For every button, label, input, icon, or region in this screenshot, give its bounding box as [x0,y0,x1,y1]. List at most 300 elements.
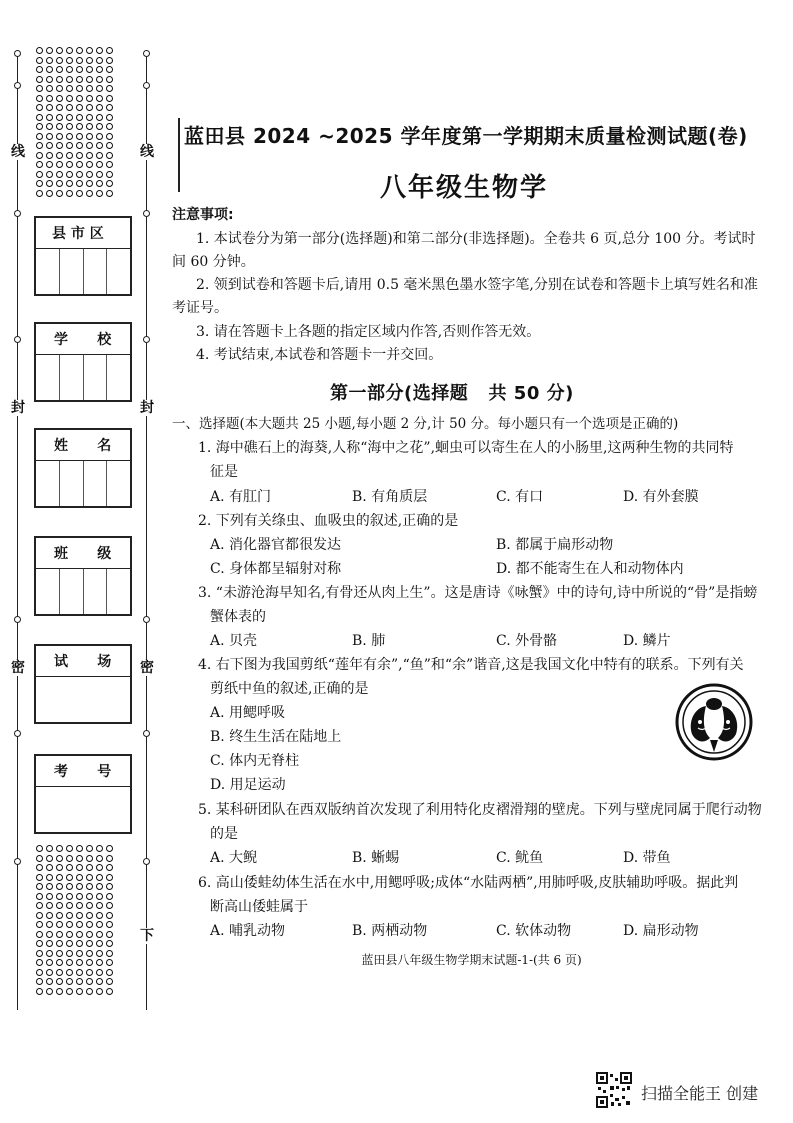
margin-circle [86,912,93,919]
ring-mark [143,730,150,737]
cut-label-secret-left: 密 [11,660,25,676]
cut-label-seal-right: 封 [140,400,154,416]
q5-option-a[interactable]: A. 大鲵 [210,850,258,866]
papercut-fish-image [674,682,754,762]
margin-circle [56,864,63,871]
margin-circle [86,171,93,178]
margin-circle [96,855,103,862]
margin-circle [96,85,103,92]
margin-circle [76,893,83,900]
margin-circle [86,931,93,938]
margin-circle [76,161,83,168]
margin-circle [46,171,53,178]
margin-circle [36,66,43,73]
margin-circle [96,874,103,881]
name-box[interactable] [34,428,132,508]
school-box[interactable] [34,322,132,402]
margin-circle [86,845,93,852]
margin-circle [76,921,83,928]
margin-circle [96,902,103,909]
margin-circle [56,921,63,928]
note-line: 3. 请在答题卡上各题的指定区域内作答,否则作答无效。 [196,324,541,340]
margin-circle [106,969,113,976]
margin-circle [56,874,63,881]
margin-circle [36,85,43,92]
margin-circle [36,902,43,909]
q5-option-c[interactable]: C. 鱿鱼 [496,850,544,866]
margin-circle [56,883,63,890]
margin-circle [86,161,93,168]
margin-circle [106,104,113,111]
margin-circle [46,85,53,92]
ring-mark [143,858,150,865]
q3-option-a[interactable]: A. 贝壳 [210,633,258,649]
margin-circle [96,978,103,985]
q6-option-a[interactable]: A. 哺乳动物 [210,923,286,939]
margin-circle [96,133,103,140]
notes-heading: 注意事项: [172,207,234,223]
county-box[interactable] [34,216,132,296]
margin-circle [96,152,103,159]
margin-circle [36,190,43,197]
margin-circle [36,57,43,64]
margin-circle [36,921,43,928]
margin-circle [56,940,63,947]
margin-circle [66,940,73,947]
q2-option-b[interactable]: B. 都属于扁形动物 [496,537,614,553]
margin-circle [86,902,93,909]
margin-circle [96,845,103,852]
ring-mark [14,336,21,343]
margin-circle [46,988,53,995]
margin-circle [46,940,53,947]
exam-number-box[interactable] [34,754,132,834]
margin-circle [76,152,83,159]
margin-circle [36,104,43,111]
margin-circle [86,883,93,890]
margin-circle [106,152,113,159]
margin-circle [36,864,43,871]
margin-circle [66,180,73,187]
margin-circle [36,76,43,83]
margin-circle [96,883,103,890]
q2-option-d[interactable]: D. 都不能寄生在人和动物体内 [496,561,684,577]
margin-circle [106,133,113,140]
margin-circle [46,47,53,54]
margin-circle [36,855,43,862]
margin-circle [76,104,83,111]
q2-stem: 2. 下列有关绦虫、血吸虫的叙述,正确的是 [198,513,459,529]
margin-circle [36,142,43,149]
margin-circle [96,66,103,73]
margin-circle [106,902,113,909]
margin-circle [106,893,113,900]
margin-circle [96,921,103,928]
ring-mark [14,210,21,217]
margin-circle [76,171,83,178]
margin-circle [86,66,93,73]
margin-circle [66,114,73,121]
margin-circle [106,931,113,938]
margin-circle [56,47,63,54]
margin-circle [46,902,53,909]
ring-mark [14,616,21,623]
left-cut-line [17,50,18,1010]
margin-circle [56,95,63,102]
q6-option-c[interactable]: C. 软体动物 [496,923,572,939]
margin-circle [106,978,113,985]
cut-label-line-right: 线 [140,144,154,160]
margin-circle [76,845,83,852]
q1-option-a[interactable]: A. 有肛门 [210,489,272,505]
q1-stem: 征是 [210,464,238,480]
margin-circle [66,104,73,111]
q4-option-b[interactable]: B. 终生生活在陆地上 [210,729,342,745]
note-line: 考证号。 [172,300,228,316]
bottom-circle-grid [34,844,114,996]
margin-circle [66,864,73,871]
exam-title: 蓝田县 2024 ~2025 学年度第一学期期末质量检测试题(卷) [184,124,748,148]
margin-circle [106,114,113,121]
q6-option-b[interactable]: B. 两栖动物 [352,923,428,939]
margin-circle [66,883,73,890]
page-footer: 蓝田县八年级生物学期末试题-1-(共 6 页) [361,953,582,967]
margin-circle [86,864,93,871]
margin-circle [106,66,113,73]
margin-circle [106,142,113,149]
margin-circle [36,845,43,852]
margin-circle [86,180,93,187]
q4-option-c[interactable]: C. 体内无脊柱 [210,753,300,769]
county-label: 县 市 区 [36,218,130,249]
ring-mark [14,50,21,57]
cut-label-seal-left: 封 [11,400,25,416]
margin-circle [96,988,103,995]
class-label: 班 级 [36,538,130,569]
margin-circle [46,66,53,73]
margin-circle [56,152,63,159]
margin-circle [36,969,43,976]
margin-circle [46,931,53,938]
margin-circle [36,874,43,881]
margin-circle [46,921,53,928]
margin-circle [46,123,53,130]
margin-circle [76,47,83,54]
margin-circle [76,978,83,985]
margin-circle [36,114,43,121]
ring-mark [143,82,150,89]
margin-circle [66,874,73,881]
margin-circle [46,133,53,140]
margin-circle [46,978,53,985]
margin-circle [86,969,93,976]
margin-circle [36,912,43,919]
margin-circle [66,152,73,159]
margin-circle [46,152,53,159]
exam-room-box[interactable] [34,644,132,724]
margin-circle [76,855,83,862]
margin-circle [66,133,73,140]
margin-circle [36,883,43,890]
cut-label-below: 下 [140,928,154,944]
margin-circle [76,864,83,871]
margin-circle [96,190,103,197]
q5-stem: 的是 [210,826,238,842]
margin-circle [106,988,113,995]
q2-option-c[interactable]: C. 身体都呈辐射对称 [210,561,342,577]
margin-circle [56,66,63,73]
margin-circle [46,142,53,149]
margin-circle [96,180,103,187]
margin-circle [66,57,73,64]
margin-circle [66,855,73,862]
q6-stem: 断高山倭蛙属于 [210,899,308,915]
q3-option-c[interactable]: C. 外骨骼 [496,633,558,649]
margin-circle [96,171,103,178]
margin-circle [66,912,73,919]
margin-circle [76,902,83,909]
margin-circle [86,123,93,130]
margin-circle [86,76,93,83]
margin-circle [46,874,53,881]
school-label: 学 校 [36,324,130,355]
margin-circle [106,855,113,862]
margin-circle [66,969,73,976]
margin-circle [76,85,83,92]
margin-circle [46,114,53,121]
margin-circle [86,85,93,92]
margin-circle [36,161,43,168]
q4-option-d[interactable]: D. 用足运动 [210,777,286,793]
margin-circle [96,931,103,938]
margin-circle [46,912,53,919]
margin-circle [96,864,103,871]
margin-circle [106,845,113,852]
cut-label-line-left: 线 [11,144,25,160]
margin-circle [76,912,83,919]
margin-circle [56,190,63,197]
section-heading: 一、选择题(本大题共 25 小题,每小题 2 分,计 50 分。每小题只有一个选项是正确的) [172,416,679,432]
title-rule [178,118,180,192]
margin-circle [86,988,93,995]
margin-circle [86,152,93,159]
top-circle-grid [34,46,114,198]
margin-circle [56,142,63,149]
margin-circle [106,171,113,178]
margin-circle [56,171,63,178]
margin-circle [86,47,93,54]
margin-circle [56,845,63,852]
margin-circle [56,978,63,985]
margin-circle [66,190,73,197]
margin-circle [56,133,63,140]
margin-circle [96,95,103,102]
margin-circle [36,988,43,995]
margin-circle [106,874,113,881]
margin-circle [56,893,63,900]
part1-title: 第一部分(选择题 共 50 分) [330,383,574,404]
margin-circle [36,133,43,140]
margin-circle [56,912,63,919]
q5-option-d[interactable]: D. 带鱼 [623,850,671,866]
ring-mark [143,616,150,623]
q5-stem: 5. 某科研团队在西双版纳首次发现了利用特化皮褶滑翔的壁虎。下列与壁虎同属于爬行动物 [198,802,762,818]
margin-circle [56,123,63,130]
q1-option-c[interactable]: C. 有口 [496,489,544,505]
q1-option-b[interactable]: B. 有角质层 [352,489,428,505]
margin-circle [56,931,63,938]
margin-circle [36,931,43,938]
margin-circle [96,123,103,130]
exam-room-label: 试 场 [36,646,130,677]
margin-circle [96,57,103,64]
margin-circle [86,114,93,121]
margin-circle [96,969,103,976]
margin-circle [76,969,83,976]
margin-circle [96,104,103,111]
margin-circle [86,874,93,881]
margin-circle [56,114,63,121]
q6-option-d[interactable]: D. 扁形动物 [623,923,699,939]
margin-circle [46,104,53,111]
margin-circle [96,114,103,121]
margin-circle [106,161,113,168]
margin-circle [66,76,73,83]
margin-circle [86,921,93,928]
margin-circle [56,76,63,83]
margin-circle [106,76,113,83]
margin-circle [76,123,83,130]
margin-circle [46,845,53,852]
margin-circle [46,180,53,187]
margin-circle [86,978,93,985]
margin-circle [36,180,43,187]
margin-circle [76,57,83,64]
margin-circle [106,921,113,928]
margin-circle [46,57,53,64]
margin-circle [36,978,43,985]
margin-circle [76,95,83,102]
margin-circle [76,988,83,995]
margin-circle [46,864,53,871]
margin-circle [96,893,103,900]
margin-circle [76,883,83,890]
margin-circle [76,142,83,149]
margin-circle [56,988,63,995]
margin-circle [106,940,113,947]
margin-circle [76,931,83,938]
margin-circle [76,133,83,140]
margin-circle [36,940,43,947]
margin-circle [86,133,93,140]
margin-circle [76,66,83,73]
scanner-watermark: 扫描全能王 创建 [641,1084,759,1103]
margin-circle [66,47,73,54]
margin-circle [36,152,43,159]
q1-option-d[interactable]: D. 有外套膜 [623,489,699,505]
q6-stem: 6. 高山倭蛙幼体生活在水中,用鳃呼吸;成体“水陆两栖”,用肺呼吸,皮肤辅助呼吸。据此判 [198,875,739,891]
margin-circle [46,161,53,168]
class-box[interactable] [34,536,132,616]
margin-circle [86,855,93,862]
margin-circle [86,57,93,64]
margin-circle [106,95,113,102]
margin-circle [96,940,103,947]
cut-label-secret-right: 密 [140,660,154,676]
margin-circle [46,190,53,197]
margin-circle [56,85,63,92]
ring-mark [143,336,150,343]
margin-circle [86,142,93,149]
margin-circle [66,978,73,985]
margin-circle [46,969,53,976]
margin-circle [106,85,113,92]
margin-circle [76,76,83,83]
q3-option-d[interactable]: D. 鳞片 [623,633,671,649]
qr-code-icon [596,1072,632,1108]
margin-circle [56,180,63,187]
margin-circle [56,104,63,111]
ring-mark [14,730,21,737]
margin-circle [46,76,53,83]
note-line: 2. 领到试卷和答题卡后,请用 0.5 毫米黑色墨水签字笔,分别在试卷和答题卡上填写姓名和准 [196,277,758,293]
margin-circle [86,190,93,197]
margin-circle [76,114,83,121]
margin-circle [106,123,113,130]
note-line: 间 60 分钟。 [172,254,255,270]
ring-mark [143,50,150,57]
margin-circle [36,171,43,178]
margin-circle [56,969,63,976]
margin-circle [56,57,63,64]
margin-circle [56,855,63,862]
margin-circle [76,180,83,187]
margin-circle [36,893,43,900]
margin-circle [106,864,113,871]
margin-circle [76,190,83,197]
margin-circle [56,902,63,909]
subject-title: 八年级生物学 [380,173,549,203]
margin-circle [66,142,73,149]
margin-circle [96,161,103,168]
q3-stem: 蟹体表的 [210,609,266,625]
q5-option-b[interactable]: B. 蜥蜴 [352,850,400,866]
q3-option-b[interactable]: B. 肺 [352,633,386,649]
margin-circle [66,931,73,938]
right-cut-line [146,50,147,1010]
margin-circle [66,988,73,995]
ring-mark [143,210,150,217]
margin-circle [106,912,113,919]
margin-circle [76,874,83,881]
ring-mark [14,82,21,89]
margin-circle [106,47,113,54]
q4-stem: 4. 右下图为我国剪纸“莲年有余”,“鱼”和“余”谐音,这是我国文化中特有的联系。下列有关 [198,657,744,673]
margin-circle [86,940,93,947]
margin-circle [66,902,73,909]
note-line: 4. 考试结束,本试卷和答题卡一并交回。 [196,347,443,363]
margin-circle [106,190,113,197]
q2-option-a[interactable]: A. 消化器官都很发达 [210,537,342,553]
margin-circle [96,142,103,149]
margin-circle [66,171,73,178]
margin-circle [66,893,73,900]
q4-option-a[interactable]: A. 用鳃呼吸 [210,705,286,721]
margin-circle [96,76,103,83]
margin-circle [46,855,53,862]
q1-stem: 1. 海中礁石上的海葵,人称“海中之花”,蛔虫可以寄生在人的小肠里,这两种生物的共同特 [198,440,734,456]
margin-circle [46,893,53,900]
